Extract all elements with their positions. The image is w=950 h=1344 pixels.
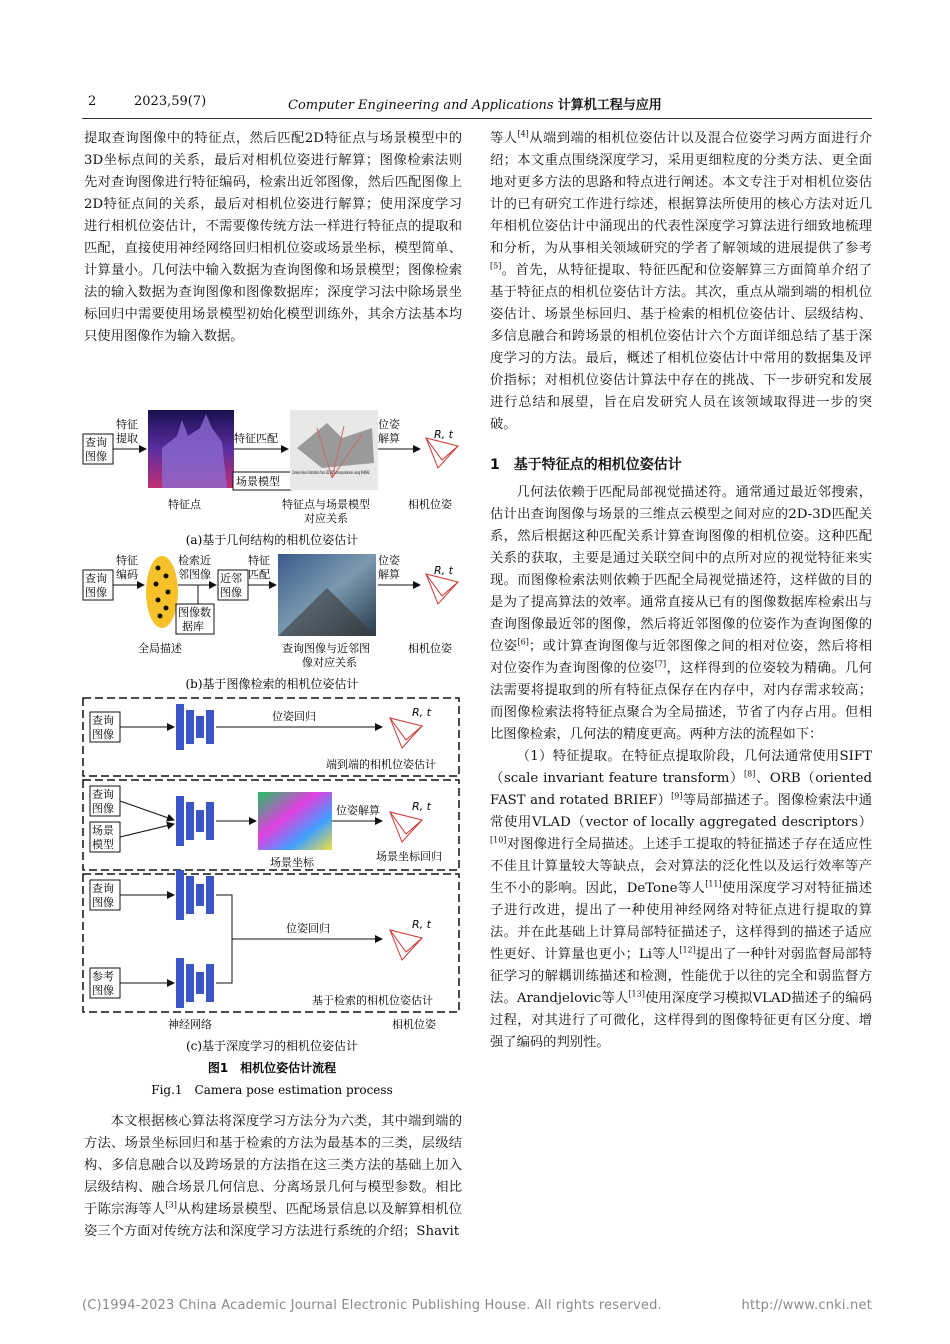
b-solve-l1: 位姿 <box>378 554 400 567</box>
c-retr-regress: 位姿回归 <box>286 922 330 935</box>
b-near-l1: 近邻 <box>220 572 242 585</box>
c-scr-label: 场景坐标回归 <box>376 850 442 863</box>
a-extract-l1: 特征 <box>116 418 138 431</box>
b-corr-l2: 像对应关系 <box>302 656 357 669</box>
c-e2e-network <box>176 704 214 750</box>
left-bottom-paragraph <box>84 1098 462 1257</box>
a-rt-label: R, t <box>434 428 453 441</box>
a-query-l2: 图像 <box>85 450 107 463</box>
c-retr-ref-l2: 图像 <box>92 984 114 997</box>
b-near-l2: 图像 <box>220 586 242 599</box>
b-encode-l2: 编码 <box>116 568 138 581</box>
b-db-l2: 据库 <box>182 620 204 633</box>
a-caption: (a)基于几何结构的相机位姿估计 <box>185 533 359 547</box>
c-scr-arrow-2 <box>120 824 174 837</box>
c-scr-scene-l1: 场景 <box>92 824 114 837</box>
section-1-title: 1 基于特征点的相机位姿估计 <box>490 457 682 473</box>
c-scr-scene-l2: 模型 <box>92 838 114 851</box>
right-paragraph-1: 等人[4]从端到端的相机位姿估计以及混合位姿学习两方面进行介绍；本文重点围绕深度学习，采用更细粒度的分类方法、更全面地对更多方法的思路和特点进行阐述。本文专注于对相机位姿估计的已有研究工作进行综述，根据算法所使用的核心方法对近几年相机位姿估计中涌现出的代表性深度学习算法进行细致地梳理和分析，为从事相关领域研究的学者了解领域的进展提供了参考[5]。首先，从特征提取、特征匹配和位姿解算三方面简单介绍了基于特征点的相机位姿估计方法。其次，重点从端到端的相机位姿估计、场景坐标回归、基于检索的相机位姿估计、层级结构、多信息融合和跨场景的相机位姿估计六个方面详细总结了基于深度学习的方法。最后，概述了相机位姿估计中常用的数据集及评价指标；对相机位姿估计算法中存在的挑战、下一步研究和发展进行总结和展望，旨在启发研究人员在该领域取得进一步的突破。 <box>490 129 873 432</box>
c-caption: (c)基于深度学习的相机位姿估计 <box>185 1039 359 1053</box>
b-db-l1: 图像数 <box>178 606 211 619</box>
page-number: 2 <box>88 94 97 109</box>
c-e2e-query-l1: 查询 <box>92 714 114 727</box>
right-paragraph-2: 几何法依赖于匹配局部视觉描述符。通常通过最近邻搜索，估计出查询图像与场景的三维点云模型之间对应的2D-3D匹配关系，然后根据这种匹配关系计算查询图像的相机位姿。这种匹配关系的获取，主要是通过关联空间中的点所对应的视觉特征来实现。而图像检索法则依赖于匹配全局视觉描述符，这样做的目的是为了提高算法的效率。通常直接从已有的图像数据库检索出与查询图像最近邻的图像，然后将近邻图像的位姿作为查询图像的位姿[6]；或计算查询图像与近邻图像之间的相对位姿，然后将相对位姿作为查询图像的位姿[7]，这样得到的位姿较为精确。几何法需要将提取到的所有特征点保存在内存中，对内存需求较高；而图像检索法将特征点聚合为全局描述，节省了内存占用。但相比图像检索，几何法的精度更高。两种方法的流程如下： <box>490 485 873 742</box>
a-camera-icon <box>426 438 458 468</box>
c-scene-coord-label: 场景坐标 <box>270 856 314 869</box>
a-query-l1: 查询 <box>85 436 107 449</box>
a-solve-l2: 解算 <box>378 432 400 445</box>
c-e2e-label: 端到端的相机位姿估计 <box>326 758 436 771</box>
figure-1-svg <box>82 408 462 1098</box>
a-corr-l1: 特征点与场景模型 <box>282 498 370 511</box>
c-e2e-regress: 位姿回归 <box>272 710 316 723</box>
b-solve-l2: 解算 <box>378 568 400 581</box>
c-retr-network-1 <box>176 870 214 920</box>
c-e2e-rt: R, t <box>412 706 431 719</box>
b-global-label: 全局描述 <box>138 642 182 655</box>
c-scr-arrow-1 <box>120 801 174 820</box>
figure-title-en: Fig.1 Camera pose estimation process <box>151 1083 393 1097</box>
c-retr-camera-icon <box>390 930 422 960</box>
year-issue: 2023,59(7) <box>134 94 207 109</box>
c-scr-camera-icon <box>390 812 422 842</box>
c-scr-query-l1: 查询 <box>92 788 114 801</box>
b-match-l2: 匹配 <box>248 568 270 581</box>
c-retr-label: 基于检索的相机位姿估计 <box>312 994 433 1007</box>
c-retr-rt: R, t <box>412 918 431 931</box>
b-camera-icon <box>426 574 458 604</box>
c-scr-solve: 位姿解算 <box>336 804 380 817</box>
footer-url: http://www.cnki.net <box>741 1298 872 1313</box>
c-retr-merge <box>216 895 232 983</box>
figure-title-cn: 图1 相机位姿估计流程 <box>207 1061 337 1075</box>
right-column <box>490 128 872 1054</box>
b-pose: 相机位姿 <box>408 642 452 655</box>
footer <box>82 1298 872 1313</box>
b-match-l1: 特征 <box>248 554 270 567</box>
journal-name: Computer Engineering and Applications 计算机工程与应用 <box>288 98 662 113</box>
a-feat-pts: 特征点 <box>168 498 201 511</box>
a-match-label: 特征匹配 <box>234 432 278 445</box>
c-pose-label: 相机位姿 <box>392 1018 436 1031</box>
a-scene-model-label: 场景模型 <box>236 475 280 488</box>
b-encode-l1: 特征 <box>116 554 138 567</box>
right-paragraph-3: （1）特征提取。在特征点提取阶段，几何法通常使用SIFT（scale invariant feature transform）[8]、ORB（oriented FAST and rotated BRIEF）[9]等局部描述子。图像检索法中通常使用VLAD（vector of locally aggregated descriptors）[10]对图像进行全局描述。上述手工提取的特征描述子存在适应性不佳且计算量较大等缺点，会对算法的泛化性以及运行效率等产生不小的影响。因此，DeTone等人[11]使用深度学习对特征描述子进行改进，提出了一种使用神经网络对特征点进行提取的算法。并在此基础上计算局部特征描述子，这样得到的描述子适应性更好、计算量也更小；Li等人[12]提出了一种针对弱监督局部特征学习的解耦训练描述和检测，性能优于以往的完全和弱监督方法。Arandjelovic等人[13]使用深度学习模拟VLAD描述子的编码过程，对其进行了可微化，这样得到的图像特征更有区分度、增强了编码的判别性。 <box>490 749 873 1050</box>
c-scr-network <box>176 796 214 846</box>
b-rt-label: R, t <box>434 564 453 577</box>
b-corr-l1: 查询图像与近邻图 <box>282 642 370 655</box>
c-e2e-query-l2: 图像 <box>92 728 114 741</box>
left-top-paragraph: 提取查询图像中的特征点，然后匹配2D特征点与场景模型中的3D坐标点间的关系，最后对相机位姿进行解算；图像检索法则先对查询图像进行特征编码，检索出近邻图像，然后匹配图像上2D特征点间的关系，最后对相机位姿进行解算；使用深度学习进行相机位姿估计，不需要像传统方法一样进行特征点的提取和匹配，直接使用神经网络回归相机位姿或场景坐标，模型简单、计算量小。几何法中输入数据为查询图像和场景模型；图像检索法的输入数据为查询图像和图像数据库；深度学习法中除场景坐标回归中需要使用场景模型初始化模型训练外，其余方法基本均只使用图像作为输入数据。 <box>84 131 462 344</box>
c-retr-network-2 <box>176 958 214 1008</box>
b-query-l1: 查询 <box>85 572 107 585</box>
c-retr-query-l1: 查询 <box>92 882 114 895</box>
c-retr-query-l2: 图像 <box>92 896 114 909</box>
b-retrieve-l2: 邻图像 <box>178 568 211 581</box>
c-nn-label: 神经网络 <box>168 1018 212 1031</box>
left-bottom-text: 本文根据核心算法将深度学习方法分为六类，其中端到端的方法、场景坐标回归和基于检索的方法为最基本的三类，层级结构、多信息融合以及跨场景的方法指在这三类方法的基础上加入层级结构、融合场景几何信息、分离场景几何与模型参数。相比于陈宗海等人[3]从构建场景模型、匹配场景信息以及解算相机位姿三个方面对传统方法和深度学习方法进行系统的介绍；Shavit <box>84 1114 463 1240</box>
a-solve-l1: 位姿 <box>378 418 400 431</box>
footer-copyright: (C)1994-2023 China Academic Journal Electronic Publishing House. All rights reserved. <box>82 1298 662 1313</box>
b-query-l2: 图像 <box>85 586 107 599</box>
c-scene-coord-image <box>258 792 332 850</box>
header-rule <box>82 118 872 119</box>
c-e2e-camera-icon <box>390 718 422 748</box>
a-inner-caption <box>292 470 370 476</box>
a-corr-l2: 对应关系 <box>304 512 348 525</box>
b-retrieve-l1: 检索近 <box>178 554 211 567</box>
b-caption: (b)基于图像检索的相机位姿估计 <box>185 677 359 691</box>
left-column <box>84 128 462 348</box>
c-scr-rt: R, t <box>412 800 431 813</box>
a-extract-l2: 提取 <box>116 432 138 445</box>
a-pose: 相机位姿 <box>408 498 452 511</box>
figure-1 <box>82 408 462 1108</box>
c-scr-query-l2: 图像 <box>92 802 114 815</box>
c-retr-ref-l1: 参考 <box>92 970 114 983</box>
